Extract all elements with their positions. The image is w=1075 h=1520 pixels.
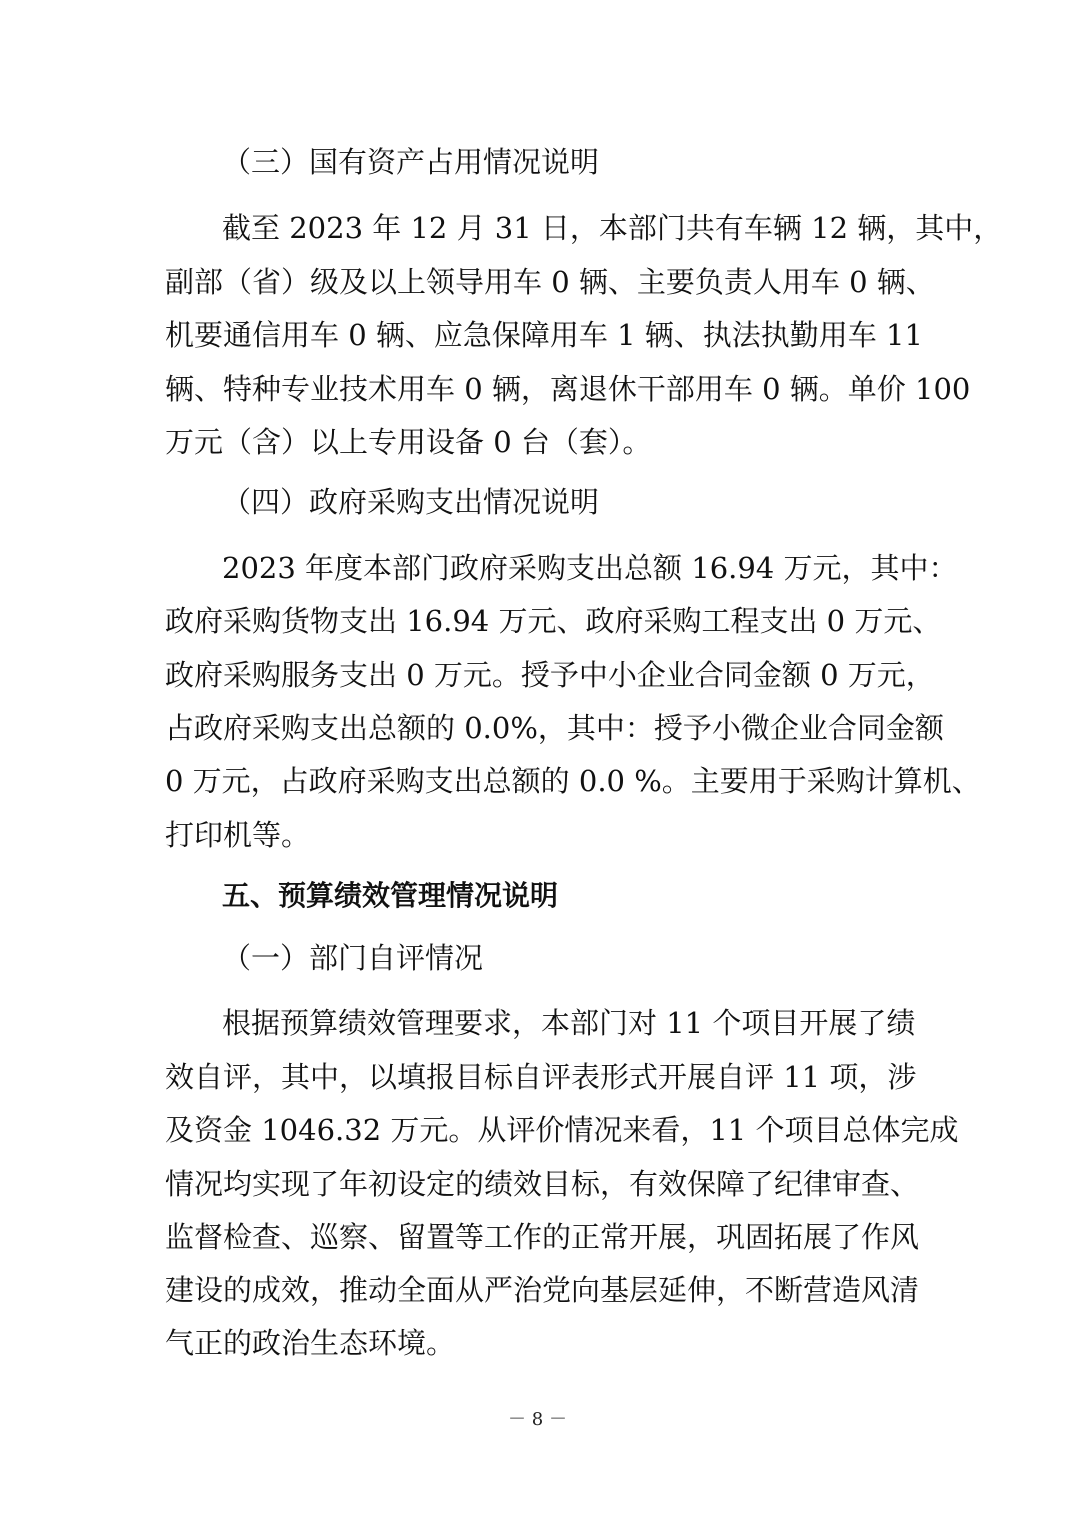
section-heading-performance: 五、预算绩效管理情况说明 bbox=[222, 879, 559, 912]
paragraph-line: 占政府采购支出总额的 0.0%，其中：授予小微企业合同金额 bbox=[165, 711, 944, 745]
paragraph-line: 气正的政治生态环境。 bbox=[165, 1326, 456, 1360]
paragraph-line: 根据预算绩效管理要求，本部门对 11 个项目开展了绩 bbox=[222, 1006, 916, 1040]
paragraph-line: 政府采购货物支出 16.94 万元、政府采购工程支出 0 万元、 bbox=[165, 604, 942, 638]
paragraph-line: 2023 年度本部门政府采购支出总额 16.94 万元，其中： bbox=[222, 551, 958, 585]
paragraph-line: 打印机等。 bbox=[165, 818, 311, 852]
section-heading-state-assets: （三）国有资产占用情况说明 bbox=[222, 145, 600, 179]
section-heading-procurement: （四）政府采购支出情况说明 bbox=[222, 485, 600, 519]
paragraph-line: 副部（省）级及以上领导用车 0 辆、主要负责人用车 0 辆、 bbox=[165, 265, 935, 299]
paragraph-line: 0 万元，占政府采购支出总额的 0.0 %。主要用于采购计算机、 bbox=[165, 764, 981, 798]
paragraph-line: 建设的成效，推动全面从严治党向基层延伸，不断营造风清 bbox=[165, 1273, 920, 1307]
section-heading-self-evaluation: （一）部门自评情况 bbox=[222, 941, 484, 975]
paragraph-line: 效自评，其中，以填报目标自评表形式开展自评 11 项，涉 bbox=[165, 1060, 917, 1094]
paragraph-line: 监督检查、巡察、留置等工作的正常开展，巩固拓展了作风 bbox=[165, 1220, 920, 1254]
paragraph-line: 政府采购服务支出 0 万元。授予中小企业合同金额 0 万元， bbox=[165, 658, 935, 692]
paragraph-line: 及资金 1046.32 万元。从评价情况来看，11 个项目总体完成 bbox=[165, 1113, 959, 1147]
paragraph-line: 情况均实现了年初设定的绩效目标，有效保障了纪律审查、 bbox=[165, 1167, 920, 1201]
paragraph-line: 万元（含）以上专用设备 0 台（套）。 bbox=[165, 425, 652, 459]
paragraph-line: 机要通信用车 0 辆、应急保障用车 1 辆、执法执勤用车 11 bbox=[165, 318, 923, 352]
page-number: － 8 － bbox=[508, 1409, 567, 1430]
paragraph-line: 辆、特种专业技术用车 0 辆，离退休干部用车 0 辆。单价 100 bbox=[165, 372, 971, 406]
paragraph-line: 截至 2023 年 12 月 31 日，本部门共有车辆 12 辆，其中， bbox=[222, 211, 1003, 245]
